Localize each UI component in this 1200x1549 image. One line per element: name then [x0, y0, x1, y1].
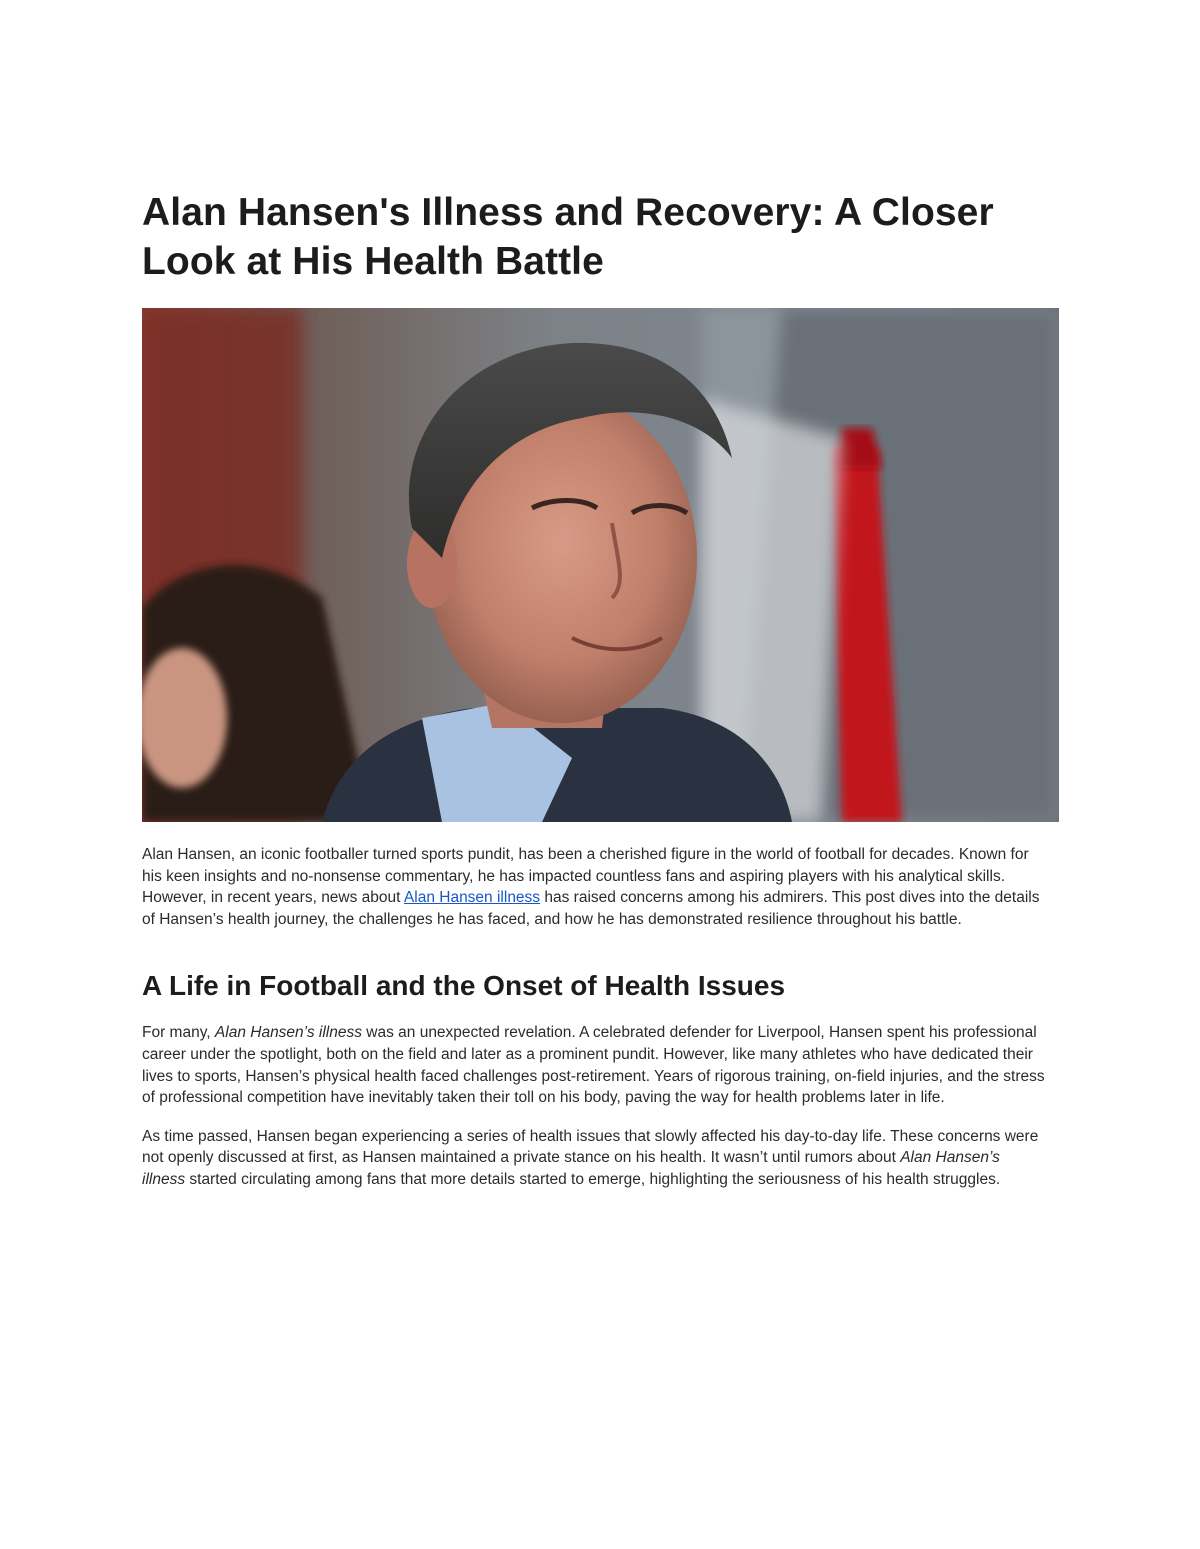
p1-rest: was an unexpected revelation. A celebrated defender for Liverpool, Hansen spent his professional career under the spotlight, both on the field and later as a prominent pundit. However, like many athletes who have dedicated their lives to sports, Hansen’s physical health faced challenges post-retirement. Years of rigorous training, on-field injuries, and the stress of professional competition have inevitably taken their toll on his body, paving the way for health problems later in life. [142, 1024, 1045, 1107]
p1-emphasis: Alan Hansen’s illness [214, 1024, 362, 1042]
section-heading: A Life in Football and the Onset of Health Issues [142, 970, 786, 1002]
section-paragraph-2 [142, 1126, 1047, 1191]
section-paragraph-1 [142, 1022, 1047, 1108]
page-title: Alan Hansen's Illness and Recovery: A Closer Look at His Health Battle [142, 191, 994, 283]
p2-rest: started circulating among fans that more details started to emerge, highlighting the seriousness of his health struggles. [185, 1170, 1001, 1188]
illness-link[interactable]: Alan Hansen illness [403, 889, 541, 907]
intro-text-end: has raised concerns among his admirers. This post dives into the details of Hansen’s health journey, the challenges he has faced, and how he has demonstrated resilience throughout his battle. [142, 889, 1040, 928]
hero-photo [142, 308, 1059, 822]
intro-text-start: Alan Hansen, an iconic footballer turned sports pundit, has been a cherished figure in the world of football for decades. Known for his keen insights and no-nonsense commentary, he has impacted countless fans and aspiring players with his analytical skills. However, in recent years, news about [142, 846, 1029, 907]
p1-lead: For many, [142, 1024, 215, 1042]
intro-paragraph [142, 844, 1047, 930]
portrait-illustration [142, 308, 1059, 822]
p2-lead: As time passed, Hansen began experiencing a series of health issues that slowly affected his day-to-day life. These concerns were not openly discussed at first, as Hansen maintained a private stance on his health. It wasn’t until rumors about [142, 1127, 1039, 1167]
p2-emphasis: Alan Hansen’s illness [142, 1149, 1000, 1188]
article [142, 188, 1062, 1191]
